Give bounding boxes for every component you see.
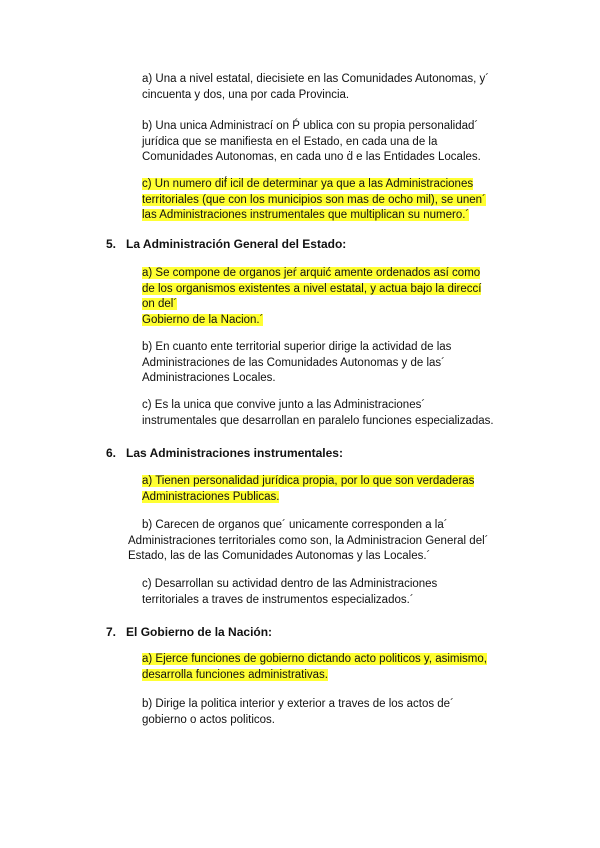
question-5-title: [106, 236, 346, 252]
option-line: c) Es la unica que convive junto a las Administraciones´: [142, 399, 426, 411]
option-line: a) Tienen personalidad jurídica propia, por lo que son verdaderas: [142, 475, 475, 487]
q5-option-b: [142, 340, 451, 387]
q4-option-c-highlighted: [142, 177, 486, 224]
option-line: Administraciones de las Comunidades Autonomas y de las´: [142, 356, 445, 369]
q6-option-c: [142, 577, 437, 608]
option-line: las Administraciones instrumentales que multiplican su numero.´: [142, 209, 470, 221]
option-line: b) Dirige la politica interior y exterior a traves de los actos de´: [142, 698, 454, 710]
option-line: a) Se compone de organos jeŕ arquić amente ordenados así como: [142, 267, 481, 279]
q6-option-a-highlighted: [142, 474, 474, 505]
option-line: a) Ejerce funciones de gobierno dictando acto politicos y, asimismo,: [142, 653, 487, 665]
q7-option-b: [142, 697, 454, 728]
option-line: instrumentales que desarrollan en paralelo funciones especializadas.: [142, 414, 494, 427]
option-line: desarrolla funciones administrativas.: [142, 668, 329, 681]
q7-option-a-highlighted: [142, 652, 487, 683]
option-line: Administraciones Locales.: [142, 372, 276, 384]
option-line: jurídica que se manifiesta en el Estado, en cada una de la: [142, 135, 438, 148]
option-line: Gobierno de la Nacion.´: [142, 313, 264, 326]
option-line: a) Una a nivel estatal, diecisiete en las Comunidades Autonomas, y´: [142, 73, 490, 85]
option-line: de los organismos existentes a nivel estatal, y actua bajo la direccí: [142, 282, 482, 295]
option-line: Estado, las de las Comunidades Autonomas y las Locales.´: [128, 550, 431, 562]
question-text: El Gobierno de la Nación:: [126, 625, 273, 639]
question-text: Las Administraciones instrumentales:: [126, 446, 343, 460]
question-number: 6.: [106, 446, 117, 460]
option-line: Comunidades Autonomas, en cada uno ḋ e las Entidades Locales.: [142, 151, 481, 163]
q4-option-a: [142, 72, 489, 103]
question-7-title: [106, 624, 272, 640]
q5-option-a-highlighted: [142, 266, 481, 328]
question-number: 5.: [106, 237, 117, 251]
option-line: cincuenta y dos, una por cada Provincia.: [142, 88, 350, 101]
question-text: La Administración General del Estado:: [126, 237, 347, 251]
option-line: Administraciones Publicas.: [142, 490, 280, 503]
q5-option-c: [142, 398, 494, 429]
option-line: b) Carecen de organos que´ unicamente corresponden a la´: [142, 519, 448, 531]
option-line: territoriales (que con los municipios son mas de ocho mil), se unen´: [142, 193, 486, 206]
option-line: c) Desarrollan su actividad dentro de las Administraciones: [142, 578, 438, 590]
question-number: 7.: [106, 625, 117, 639]
option-line: c) Un numero dif́ icil de determinar ya que a las Administraciones: [142, 178, 474, 190]
option-line: b) En cuanto ente territorial superior dirige la actividad de las: [142, 341, 452, 353]
option-line: b) Una unica Administrací on Ṕ ublica con su propia personalidad´: [142, 120, 479, 132]
question-6-title: [106, 445, 343, 461]
q4-option-b: [142, 119, 481, 166]
option-line: Administraciones territoriales como son, la Administracion General del´: [128, 534, 489, 547]
option-line: territoriales a traves de instrumentos especializados.´: [142, 593, 414, 606]
q6-option-b: [128, 518, 489, 565]
option-line: on del´: [142, 298, 178, 310]
option-line: gobierno o actos politicos.: [142, 713, 275, 726]
